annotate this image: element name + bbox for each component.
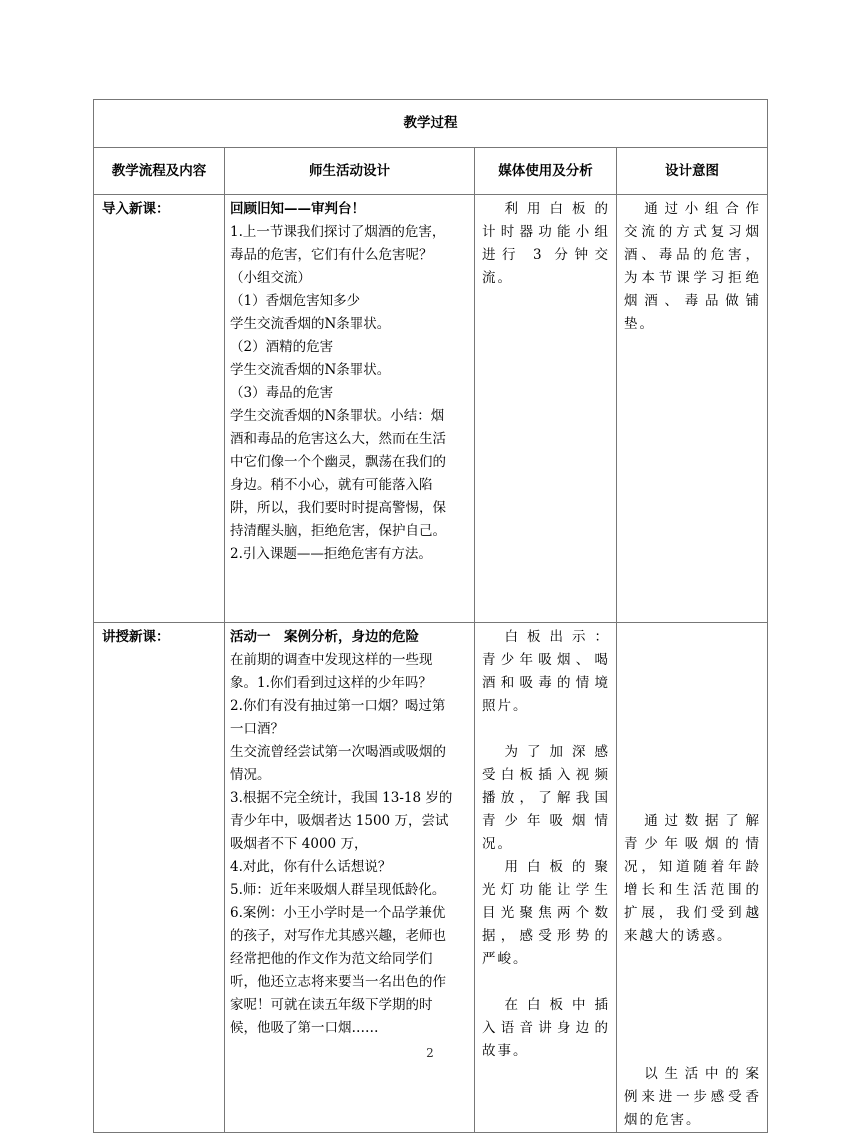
cell-line — [624, 672, 761, 695]
media-cell — [475, 195, 617, 623]
cell-line: 一口酒？ — [230, 721, 284, 737]
cell-line: 身边。稍不小心，就有可能落入陷 — [230, 477, 433, 493]
cell-line: 烟的危害。 — [624, 1112, 702, 1128]
header-activity: 师生活动设计 — [225, 148, 475, 195]
cell-line: 以生活中的案 — [624, 1066, 761, 1082]
cell-line: 通过小组合作 — [624, 201, 761, 217]
cell-line: 受白板插入视频 — [482, 767, 610, 783]
cell-line: 据，感受形势的 — [482, 928, 610, 944]
stage-cell: 导入新课： — [94, 195, 225, 623]
cell-line — [624, 764, 761, 787]
cell-line — [624, 718, 761, 741]
cell-line: 酒、毒品的危害， — [624, 247, 761, 263]
cell-line: 阱，所以，我们要时时提高警惕，保 — [230, 500, 446, 516]
cell-line: 利用白板的 — [482, 201, 610, 217]
cell-line: 毒品的危害，它们有什么危害呢？ — [230, 247, 433, 263]
cell-line: 入语音讲身边的 — [482, 1020, 610, 1036]
cell-line: 酒和吸毒的情境 — [482, 675, 610, 691]
cell-line — [624, 971, 761, 994]
cell-line: 情况。 — [230, 767, 271, 783]
page-number: 2 — [426, 1046, 434, 1060]
cell-line: 回顾旧知——审判台！ — [230, 201, 365, 217]
cell-line: 学生交流香烟的N条罪状。小结：烟 — [230, 408, 445, 424]
cell-line: 4.对此，你有什么话想说？ — [230, 859, 392, 875]
cell-line: 活动一 案例分析，身边的危险 — [230, 629, 419, 645]
cell-line — [624, 741, 761, 764]
teaching-process-table — [93, 99, 768, 1133]
header-media: 媒体使用及分析 — [475, 148, 617, 195]
cell-line: 1.上一节课我们探讨了烟酒的危害， — [230, 224, 446, 240]
table-row-intro — [94, 195, 768, 623]
cell-line — [624, 948, 761, 971]
cell-line: 酒和毒品的危害这么大，然而在生活 — [230, 431, 446, 447]
cell-line — [482, 718, 610, 741]
cell-line: 生交流曾经尝试第一次喝酒或吸烟的 — [230, 744, 446, 760]
cell-line: 在前期的调查中发现这样的一些现 — [230, 652, 433, 668]
cell-line: 候，他吸了第一口烟…… — [230, 1020, 379, 1036]
cell-line — [624, 994, 761, 1017]
cell-line: 青少年吸烟情 — [482, 813, 610, 829]
intent-cell — [617, 195, 768, 623]
cell-line: 光灯功能让学生 — [482, 882, 610, 898]
cell-line: （3）毒品的危害 — [230, 385, 334, 401]
cell-line: 吸烟者不下 4000 万， — [230, 836, 368, 852]
cell-line — [482, 971, 610, 994]
cell-line: 通过数据了解 — [624, 813, 761, 829]
cell-line — [624, 695, 761, 718]
cell-line: 象。1.你们看到过这样的少年吗？ — [230, 675, 432, 691]
cell-line: 学生交流香烟的N条罪状。 — [230, 362, 391, 378]
cell-line: 播放，了解我国 — [482, 790, 610, 806]
cell-line: （小组交流） — [230, 270, 311, 286]
cell-line: 白板出示： — [482, 629, 610, 645]
cell-line: （2）酒精的危害 — [230, 339, 334, 355]
cell-line: 例来进一步感受香 — [624, 1089, 761, 1105]
cell-line: 况。 — [482, 836, 513, 852]
stage-cell: 讲授新课： — [94, 623, 225, 1133]
cell-line: 2.你们有没有抽过第一口烟？喝过第 — [230, 698, 446, 714]
header-stage: 教学流程及内容 — [94, 148, 225, 195]
cell-line: 的孩子，对写作尤其感兴趣，老师也 — [230, 928, 446, 944]
cell-line — [624, 1017, 761, 1040]
cell-line: 用白板的聚 — [482, 859, 610, 875]
cell-line — [624, 649, 761, 672]
cell-line: 3.根据不完全统计，我国 13-18 岁的 — [230, 790, 453, 806]
cell-line: 故事。 — [482, 1043, 529, 1059]
cell-line: 照片。 — [482, 698, 529, 714]
table-title: 教学过程 — [94, 100, 768, 148]
header-intent: 设计意图 — [617, 148, 768, 195]
cell-line: 计时器功能小组 — [482, 224, 610, 240]
cell-line: 2.引入课题——拒绝危害有方法。 — [230, 546, 432, 562]
cell-line: 进行 3 分钟交 — [482, 247, 610, 263]
cell-line: 增长和生活范围的 — [624, 882, 761, 898]
cell-line: 青少年中，吸烟者达 1500 万，尝试 — [230, 813, 449, 829]
cell-line: 烟酒、毒品做铺 — [624, 293, 761, 309]
cell-line: 在白板中插 — [482, 997, 610, 1013]
header-row — [94, 148, 768, 195]
cell-line: 经常把他的作文作为范文给同学们 — [230, 951, 433, 967]
cell-line: 听，他还立志将来要当一名出色的作 — [230, 974, 446, 990]
cell-line: 学生交流香烟的N条罪状。 — [230, 316, 391, 332]
activity-cell — [225, 195, 475, 623]
cell-line: 况，知道随着年龄 — [624, 859, 761, 875]
cell-line: 青少年吸烟的情 — [624, 836, 761, 852]
cell-line: 中它们像一个个幽灵，飘荡在我们的 — [230, 454, 446, 470]
cell-line: 5.师：近年来吸烟人群呈现低龄化。 — [230, 882, 446, 898]
cell-line: 6.案例：小王小学时是一个品学兼优 — [230, 905, 446, 921]
cell-line: 持清醒头脑，拒绝危害，保护自己。 — [230, 523, 446, 539]
cell-line — [624, 626, 761, 649]
cell-line: 交流的方式复习烟 — [624, 224, 761, 240]
cell-line: 为本节课学习拒绝 — [624, 270, 761, 286]
cell-line: 为了加深感 — [482, 744, 610, 760]
cell-line: 流。 — [482, 270, 513, 286]
cell-line: 扩展，我们受到越 — [624, 905, 761, 921]
cell-line — [624, 787, 761, 810]
cell-line: （1）香烟危害知多少 — [230, 293, 361, 309]
cell-line: 垫。 — [624, 316, 655, 332]
cell-line: 严峻。 — [482, 951, 529, 967]
cell-line: 来越大的诱惑。 — [624, 928, 733, 944]
cell-line: 家呢！可就在读五年级下学期的时 — [230, 997, 433, 1013]
cell-line: 青少年吸烟、喝 — [482, 652, 610, 668]
cell-line: 目光聚焦两个数 — [482, 905, 610, 921]
